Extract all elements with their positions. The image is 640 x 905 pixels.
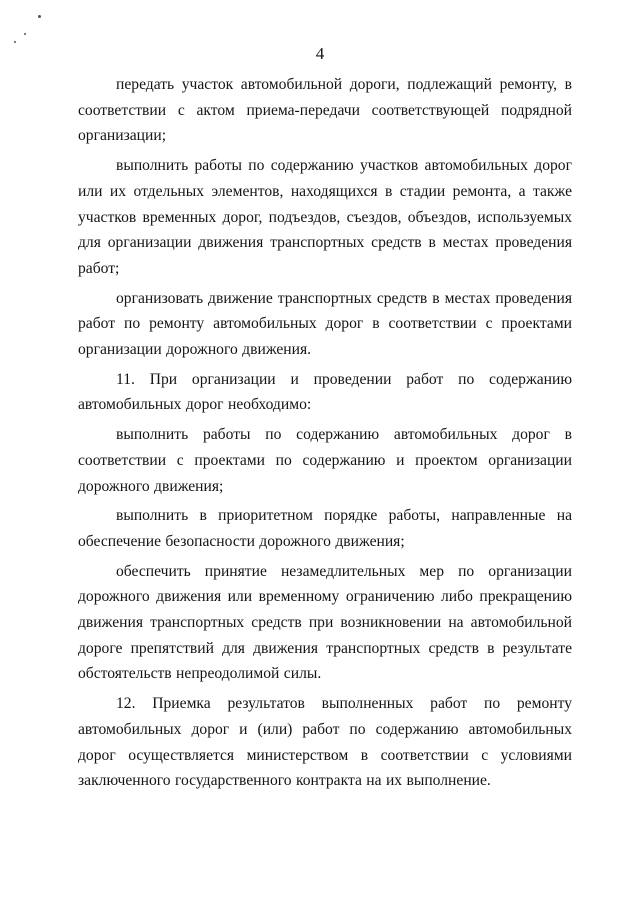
page-number: 4 xyxy=(315,44,325,63)
paragraph-item-12: 12. Приемка результатов выполненных работ по ремонту автомобильных дорог и (или) работ по содержанию автомобильных дорог осуществляется министерством в соответствии с условиями заключенного государственного контракта на их выполнение. xyxy=(78,695,572,790)
scan-speck xyxy=(38,15,41,18)
paragraph-organize-traffic: организовать движение транспортных средств в местах проведения работ по ремонту автомобильных дорог в соответствии с проектами организации дорожного движения. xyxy=(78,289,572,359)
paragraph-perform-maintenance: выполнить работы по содержанию автомобильных дорог в соответствии с проектами по содержанию и проектом организации дорожного движения; xyxy=(78,426,572,495)
scan-speck xyxy=(14,41,16,43)
paragraph-maintenance-during-repair: выполнить работы по содержанию участков автомобильных дорог или их отдельных элементов, находящихся в стадии ремонта, а также участков временных дорог, подъездов, съездов, объездов, используемых для организации движения транспортных средств в местах проведения работ; xyxy=(78,157,572,277)
paragraph-item-11: 11. При организации и проведении работ по содержанию автомобильных дорог необходимо: xyxy=(78,370,572,414)
scan-speck xyxy=(24,33,26,35)
paragraph-handover-section: передать участок автомобильной дороги, подлежащий ремонту, в соответствии с актом приема-передачи соответствующей подрядной организации; xyxy=(78,76,572,145)
document-body xyxy=(78,72,572,794)
paragraph-priority-safety: выполнить в приоритетном порядке работы, направленные на обеспечение безопасности дорожного движения; xyxy=(78,507,572,550)
paragraph-force-majeure-measures: обеспечить принятие незамедлительных мер по организации дорожного движения или временному ограничению либо прекращению движения транспортных средств при возникновении на автомобильной дороге препятствий для движения транспортных средств в результате обстоятельств непреодолимой силы. xyxy=(78,562,572,683)
